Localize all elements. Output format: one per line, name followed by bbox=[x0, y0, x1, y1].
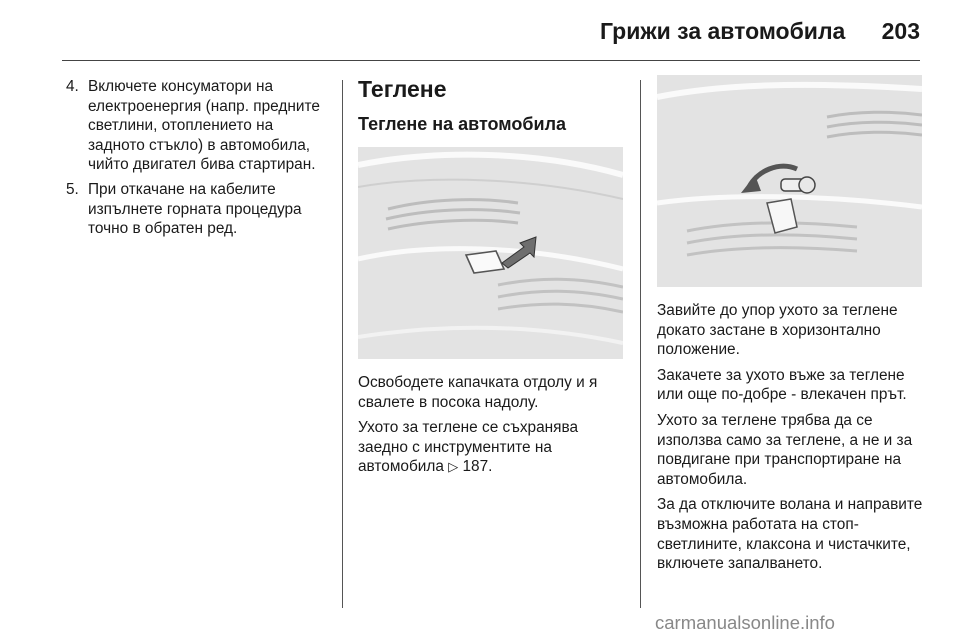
paragraph: Закачете за ухото въже за теглене или още по-добре - влекачен прът. bbox=[657, 366, 907, 404]
middle-column bbox=[358, 75, 626, 483]
page-number: 203 bbox=[881, 18, 920, 44]
page-ref-icon: ▷ bbox=[448, 459, 459, 475]
step-text: При откачане на кабелите изпълнете горната процедура точно в обратен ред. bbox=[88, 180, 302, 238]
page-ref-link[interactable]: 187. bbox=[462, 458, 493, 476]
watermark-link[interactable]: carmanualsonline.info bbox=[655, 612, 835, 633]
header-divider bbox=[62, 60, 920, 61]
bumper-cap-figure bbox=[358, 147, 623, 359]
paragraph: Освободете капачката отдолу и я свалете в посока надолу. bbox=[358, 374, 598, 411]
step-number: 4. bbox=[66, 78, 79, 95]
paragraph: Завийте до упор ухото за теглене докато застане в хоризонтално положение. bbox=[657, 302, 898, 359]
column-divider-left bbox=[342, 80, 343, 608]
step-text: Включете консуматори на електроенергия (напр. предните светлини, отоплението на задното стъкло) в автомобила, чийто двигател бива стартиран. bbox=[88, 78, 320, 174]
paragraph: За да отключите волана и направите възможна работата на стоп-светлините, клаксона и чистачките, включете запалването. bbox=[657, 496, 923, 573]
step-number: 5. bbox=[66, 180, 79, 198]
page-title: Грижи за автомобила bbox=[600, 18, 846, 44]
paragraph: Ухото за теглене трябва да се използва само за теглене, а не и за повдигане при транспортиране на автомобила. bbox=[657, 411, 913, 488]
paragraph-text: Ухото за теглене се съхранява заедно с инструментите на bbox=[358, 419, 579, 456]
xref-prefix: автомобила bbox=[358, 458, 444, 476]
step-list bbox=[62, 77, 330, 239]
step-item bbox=[62, 77, 330, 175]
paragraph bbox=[358, 418, 626, 477]
column-divider-right bbox=[640, 80, 641, 608]
tow-eye-figure bbox=[657, 75, 922, 287]
left-column bbox=[62, 77, 330, 244]
step-item bbox=[62, 180, 330, 239]
section-title: Теглене bbox=[358, 76, 447, 102]
right-column bbox=[657, 75, 927, 580]
subsection-title: Теглене на автомобила bbox=[358, 114, 567, 134]
